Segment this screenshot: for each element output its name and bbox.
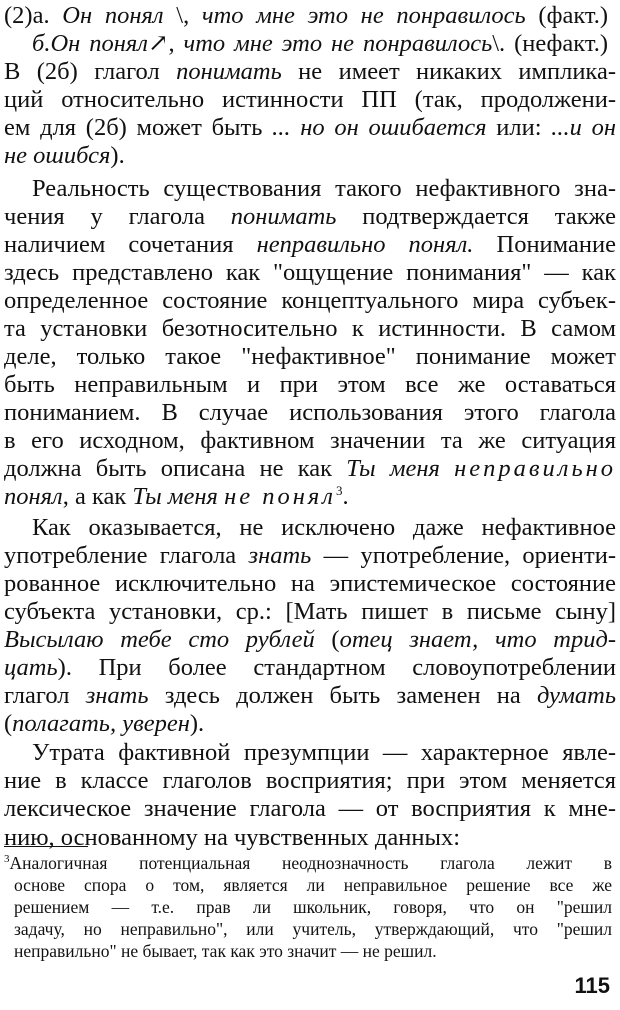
example-a-clause: что мне это не понравилось: [201, 2, 526, 29]
para2-line: здесь представлено как "ощущение понимания" — как: [4, 259, 616, 286]
para2-line: та установки безотносительно к истинности. В самом: [4, 315, 616, 342]
para2-line: быть неправильным и при этом все же оставаться: [4, 371, 616, 398]
footnote-text: неправильно" не бывает, так как это значит — не решил.: [14, 941, 437, 961]
para3-line: субъекта установки, ср.: [Мать пишет в письме сыну]: [4, 598, 616, 625]
footnote-line: [4, 852, 612, 874]
para2-line: наличием сочетания неправильно понял. Понимание: [4, 231, 616, 258]
page-number: 115: [574, 973, 610, 998]
para2-line: должна быть описана не как Ты меня неправильно: [4, 455, 616, 482]
para2-line: в его исходном, фактивном значении та же ситуация: [4, 427, 616, 454]
para2-line: понял, а как Ты меня не понял$^3$.: [4, 483, 349, 510]
para2-line: чения у глагола понимать подтверждается также: [4, 203, 616, 230]
footnote-marker: 3: [4, 853, 10, 866]
footnote-text: основе спора о том, является ли неправильное решение все же: [14, 875, 612, 895]
para3-line: (полагать, уверен).: [4, 710, 205, 737]
para2-line: пониманием. В случае использования этого глагола: [4, 399, 616, 426]
falling-tone-mark: \: [176, 2, 184, 29]
falling-tone-mark: \.: [492, 30, 506, 57]
para1-line: ций относительно истинности ПП (так, продолжени-: [4, 86, 616, 113]
rising-tone-mark: ↗: [147, 30, 169, 57]
para1-line: В (2б) глагол понимать не имеет никаких имплика-: [4, 58, 616, 85]
example-b-text: Он понял: [50, 30, 148, 57]
example-b-clause: что мне это не понравилось: [183, 30, 493, 57]
footnote-line: [14, 874, 612, 896]
example-a-number: (2)а.: [4, 2, 50, 29]
example-2a: (2)а. Он понял \, что мне это не понравилось (факт.): [4, 2, 608, 29]
footnote-ref: 3: [335, 483, 343, 498]
para2-line: Реальность существования такого нефактивного зна-: [32, 175, 616, 202]
para3-line: Высылаю тебе сто рублей (отец знает, что трид-: [4, 626, 616, 653]
footnote-text: Аналогичная потенциальная неоднозначность глагола лежит в: [9, 853, 612, 873]
example-a-tag: (факт.): [538, 2, 608, 29]
para3-line: рованное исключительно на эпистемическое состояние: [4, 570, 616, 597]
example-2b: б.Он понял↗, что мне это не понравилось\. (нефакт.): [32, 30, 608, 57]
para4-line: нию, основанному на чувственных данных:: [4, 824, 461, 851]
example-a-text: Он понял: [62, 2, 164, 29]
footnote-line: [14, 918, 612, 940]
para4-line: Утрата фактивной презумпции — характерное явле-: [32, 739, 616, 766]
para3-line: употребление глагола знать — употребление, ориенти-: [4, 542, 616, 569]
para3-line: цать). При более стандартном словоупотреблении: [4, 654, 616, 681]
footnote-separator: [4, 846, 88, 847]
footnote-text: задачу, но неправильно", или учитель, утверждающий, что "решил: [14, 919, 612, 939]
para3-line: глагол знать здесь должен быть заменен на думать: [4, 682, 616, 709]
footnote-line: [14, 940, 612, 962]
para1-line: не ошибся).: [4, 142, 125, 169]
para4-line: лексическое значение глагола — от восприятия к мне-: [4, 795, 616, 822]
para1-line: ем для (2б) может быть ... но он ошибается или: ...и он: [4, 114, 616, 141]
para2-line: определенное состояние концептуального мира субъек-: [4, 287, 616, 314]
example-b-number: б.: [32, 30, 51, 57]
footnote-line: [14, 896, 612, 918]
example-b-tag: (нефакт.): [514, 30, 608, 57]
para4-line: ние в классе глаголов восприятия; при этом меняется: [4, 767, 616, 794]
footnote-text: решением — т.е. прав ли школьник, говоря, что он "решил: [14, 897, 612, 917]
para3-line: Как оказывается, не исключено даже нефактивное: [32, 514, 616, 541]
para2-line: деле, только такое "нефактивное" понимание может: [4, 343, 616, 370]
